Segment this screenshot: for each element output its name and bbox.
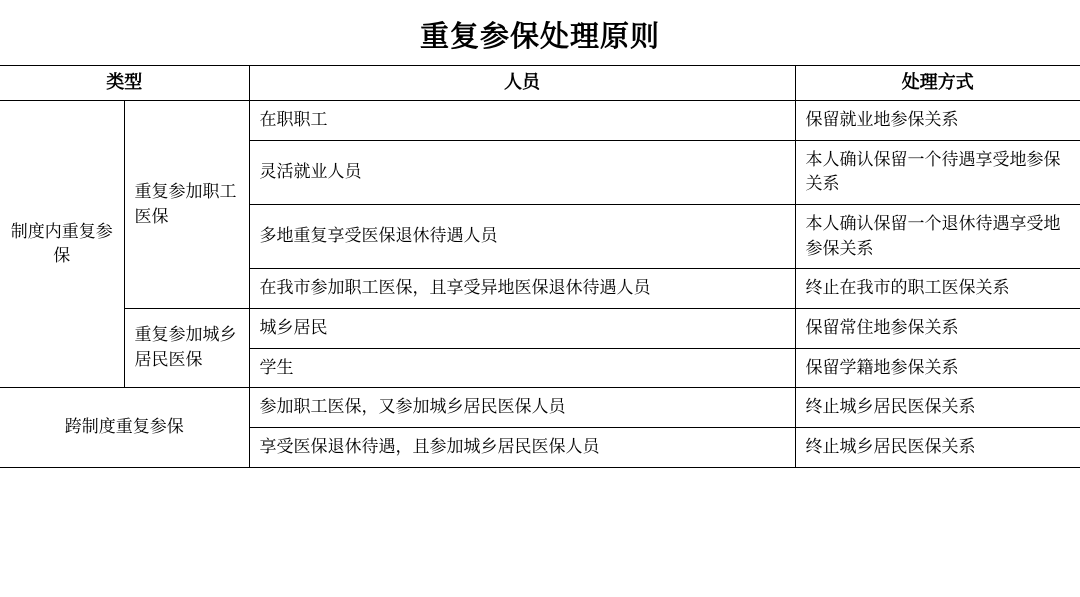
person-cell: 学生 (249, 348, 795, 388)
table-row (0, 388, 1080, 428)
handling-cell: 本人确认保留一个退休待遇享受地参保关系 (795, 205, 1080, 269)
duplicate-insurance-table (0, 65, 1080, 468)
category-cell-internal: 制度内重复参保 (0, 101, 124, 388)
person-cell: 参加职工医保，又参加城乡居民医保人员 (249, 388, 795, 428)
person-cell: 在职职工 (249, 101, 795, 141)
column-header-person: 人员 (249, 66, 795, 101)
table-row (0, 308, 1080, 348)
table-header-row (0, 66, 1080, 101)
category-cell-cross-system: 跨制度重复参保 (0, 388, 249, 467)
column-header-type: 类型 (0, 66, 249, 101)
page-title: 重复参保处理原则 (419, 19, 660, 53)
person-cell: 在我市参加职工医保，且享受异地医保退休待遇人员 (249, 269, 795, 309)
table-header (0, 66, 1080, 101)
person-cell: 多地重复享受医保退休待遇人员 (249, 205, 795, 269)
person-cell: 灵活就业人员 (249, 140, 795, 204)
handling-cell: 终止在我市的职工医保关系 (795, 269, 1080, 309)
handling-cell: 保留学籍地参保关系 (795, 348, 1080, 388)
subgroup-cell-employee: 重复参加职工医保 (124, 101, 249, 309)
person-cell: 享受医保退休待遇，且参加城乡居民医保人员 (249, 427, 795, 467)
person-cell: 城乡居民 (249, 308, 795, 348)
subgroup-cell-resident: 重复参加城乡居民医保 (124, 308, 249, 387)
handling-cell: 保留常住地参保关系 (795, 308, 1080, 348)
column-header-handling: 处理方式 (795, 66, 1080, 101)
handling-cell: 保留就业地参保关系 (795, 101, 1080, 141)
handling-cell: 终止城乡居民医保关系 (795, 388, 1080, 428)
table-body (0, 101, 1080, 467)
handling-cell: 终止城乡居民医保关系 (795, 427, 1080, 467)
handling-cell: 本人确认保留一个待遇享受地参保关系 (795, 140, 1080, 204)
table-row (0, 101, 1080, 141)
